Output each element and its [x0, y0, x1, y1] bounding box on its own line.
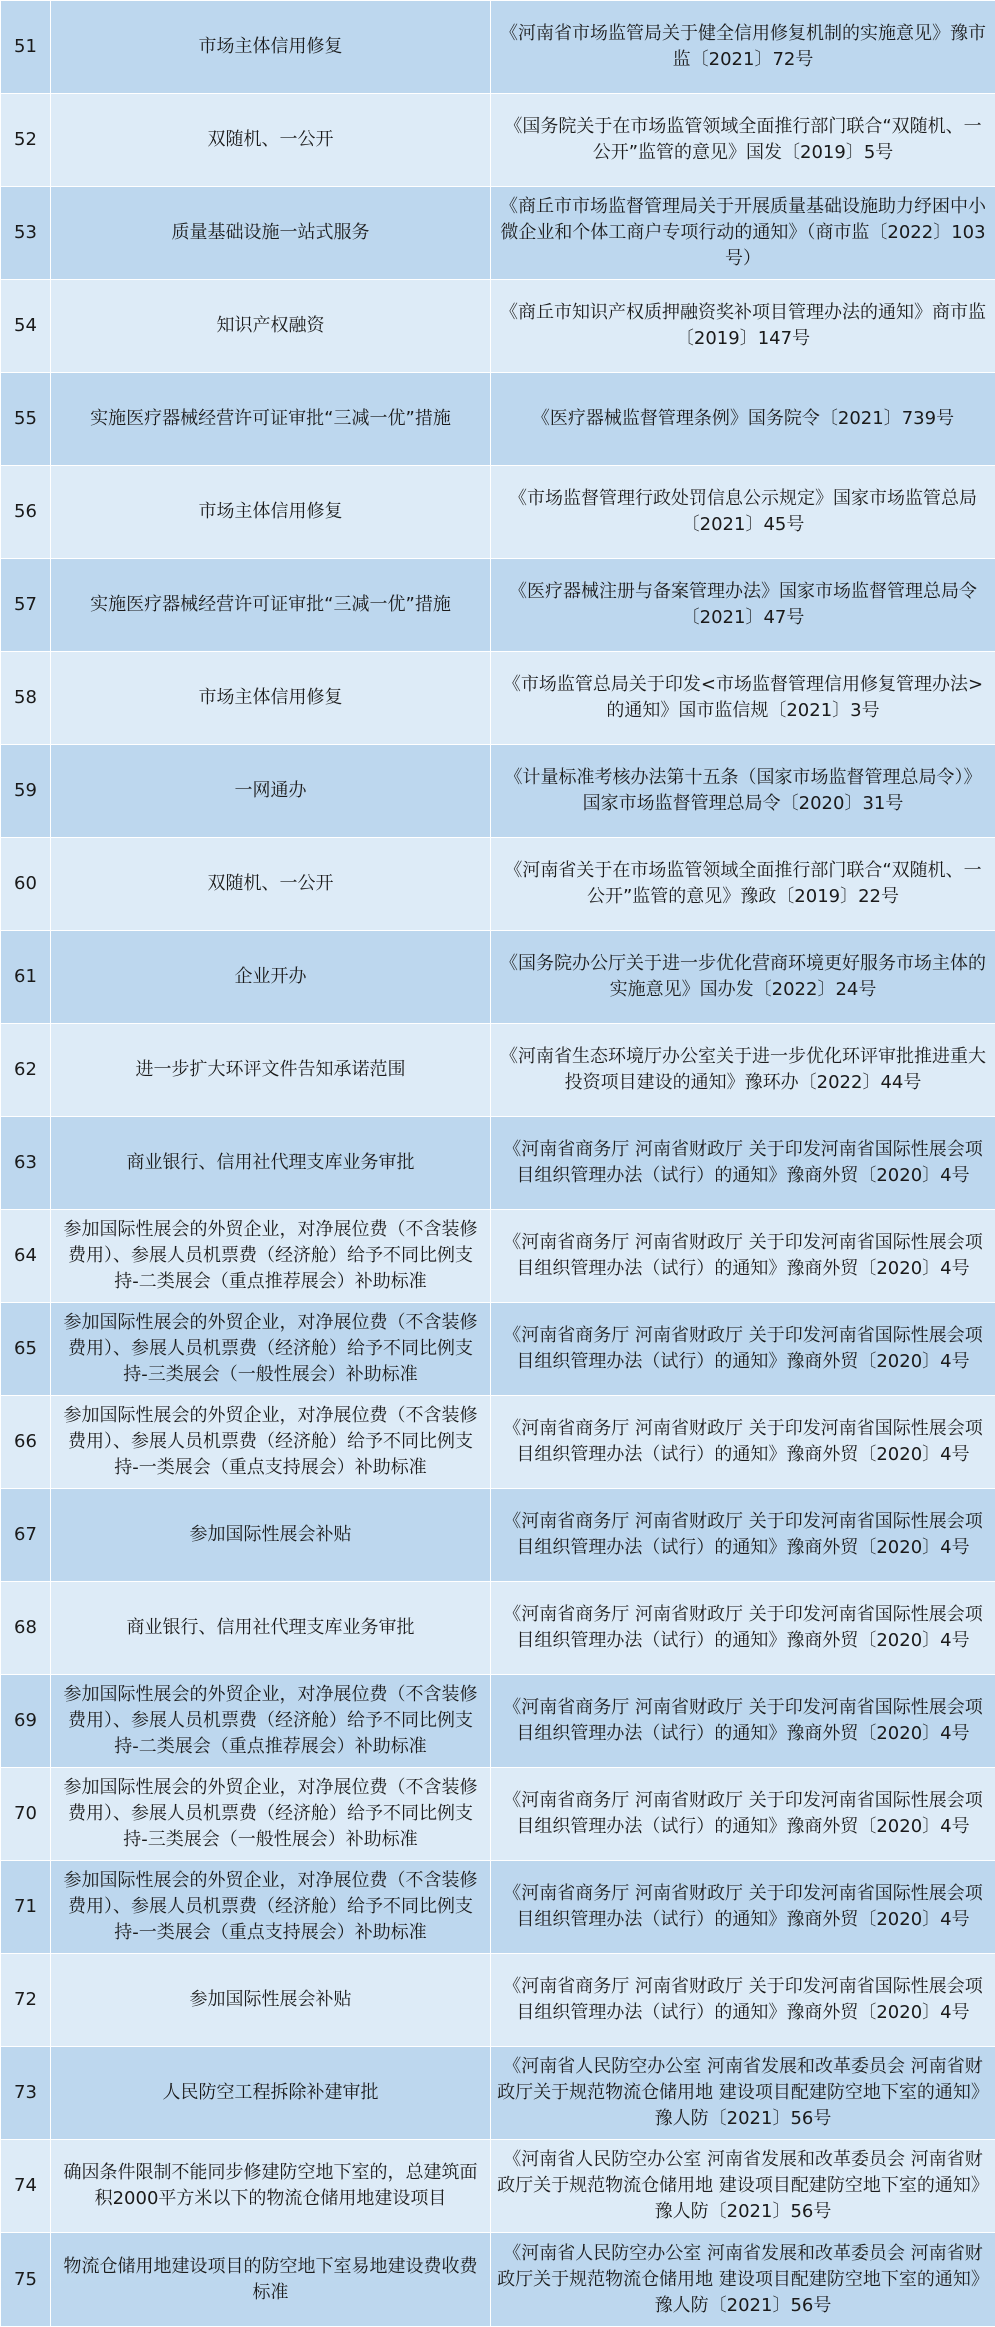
- row-number-cell: 55: [1, 373, 51, 466]
- policy-basis-cell: 《河南省市场监管局关于健全信用修复机制的实施意见》豫市监〔2021〕72号: [491, 1, 995, 94]
- table-row: [1, 2140, 995, 2233]
- table-row: [1, 1582, 995, 1675]
- table-row: [1, 1303, 995, 1396]
- policy-basis-cell: 《河南省人民防空办公室 河南省发展和改革委员会 河南省财政厅关于规范物流仓储用地 建设项目配建防空地下室的通知》豫人防〔2021〕56号: [491, 2140, 995, 2233]
- policy-basis-cell: 《河南省关于在市场监管领域全面推行部门联合“双随机、一公开”监管的意见》豫政〔2019〕22号: [491, 838, 995, 931]
- item-name-cell: 商业银行、信用社代理支库业务审批: [51, 1117, 491, 1210]
- item-name-cell: 参加国际性展会的外贸企业，对净展位费（不含装修费用）、参展人员机票费（经济舱）给予不同比例支持-一类展会（重点支持展会）补助标准: [51, 1396, 491, 1489]
- item-name-cell: 双随机、一公开: [51, 838, 491, 931]
- policy-table-body: [1, 1, 995, 2327]
- item-name-cell: 商业银行、信用社代理支库业务审批: [51, 1582, 491, 1675]
- item-name-cell: 参加国际性展会的外贸企业，对净展位费（不含装修费用）、参展人员机票费（经济舱）给予不同比例支持-二类展会（重点推荐展会）补助标准: [51, 1210, 491, 1303]
- table-row: [1, 1, 995, 94]
- item-name-cell: 参加国际性展会的外贸企业，对净展位费（不含装修费用）、参展人员机票费（经济舱）给予不同比例支持-三类展会（一般性展会）补助标准: [51, 1303, 491, 1396]
- table-row: [1, 1210, 995, 1303]
- item-name-cell: 知识产权融资: [51, 280, 491, 373]
- policy-basis-cell: 《计量标准考核办法第十五条（国家市场监督管理总局令）》国家市场监督管理总局令〔2020〕31号: [491, 745, 995, 838]
- policy-basis-cell: 《河南省商务厅 河南省财政厅 关于印发河南省国际性展会项目组织管理办法（试行）的通知》豫商外贸〔2020〕4号: [491, 1582, 995, 1675]
- policy-basis-cell: 《国务院关于在市场监管领域全面推行部门联合“双随机、一公开”监管的意见》国发〔2019〕5号: [491, 94, 995, 187]
- table-row: [1, 559, 995, 652]
- row-number-cell: 58: [1, 652, 51, 745]
- policy-basis-cell: 《河南省商务厅 河南省财政厅 关于印发河南省国际性展会项目组织管理办法（试行）的通知》豫商外贸〔2020〕4号: [491, 1861, 995, 1954]
- item-name-cell: 企业开办: [51, 931, 491, 1024]
- item-name-cell: 人民防空工程拆除补建审批: [51, 2047, 491, 2140]
- policy-basis-cell: 《河南省人民防空办公室 河南省发展和改革委员会 河南省财政厅关于规范物流仓储用地 建设项目配建防空地下室的通知》豫人防〔2021〕56号: [491, 2233, 995, 2327]
- table-row: [1, 280, 995, 373]
- table-row: [1, 1954, 995, 2047]
- row-number-cell: 51: [1, 1, 51, 94]
- policy-basis-cell: 《商丘市知识产权质押融资奖补项目管理办法的通知》商市监〔2019〕147号: [491, 280, 995, 373]
- row-number-cell: 54: [1, 280, 51, 373]
- table-row: [1, 652, 995, 745]
- policy-basis-cell: 《河南省商务厅 河南省财政厅 关于印发河南省国际性展会项目组织管理办法（试行）的通知》豫商外贸〔2020〕4号: [491, 1303, 995, 1396]
- policy-basis-cell: 《国务院办公厅关于进一步优化营商环境更好服务市场主体的实施意见》国办发〔2022〕24号: [491, 931, 995, 1024]
- item-name-cell: 参加国际性展会补贴: [51, 1954, 491, 2047]
- table-row: [1, 2233, 995, 2327]
- item-name-cell: 参加国际性展会的外贸企业，对净展位费（不含装修费用）、参展人员机票费（经济舱）给予不同比例支持-三类展会（一般性展会）补助标准: [51, 1768, 491, 1861]
- policy-basis-cell: 《河南省商务厅 河南省财政厅 关于印发河南省国际性展会项目组织管理办法（试行）的通知》豫商外贸〔2020〕4号: [491, 1675, 995, 1768]
- policy-basis-cell: 《医疗器械监督管理条例》国务院令〔2021〕739号: [491, 373, 995, 466]
- row-number-cell: 66: [1, 1396, 51, 1489]
- row-number-cell: 67: [1, 1489, 51, 1582]
- item-name-cell: 进一步扩大环评文件告知承诺范围: [51, 1024, 491, 1117]
- row-number-cell: 71: [1, 1861, 51, 1954]
- row-number-cell: 69: [1, 1675, 51, 1768]
- item-name-cell: 市场主体信用修复: [51, 466, 491, 559]
- policy-basis-cell: 《市场监督管理行政处罚信息公示规定》国家市场监管总局〔2021〕45号: [491, 466, 995, 559]
- table-row: [1, 1768, 995, 1861]
- table-row: [1, 745, 995, 838]
- item-name-cell: 双随机、一公开: [51, 94, 491, 187]
- table-row: [1, 838, 995, 931]
- policy-basis-cell: 《河南省商务厅 河南省财政厅 关于印发河南省国际性展会项目组织管理办法（试行）的通知》豫商外贸〔2020〕4号: [491, 1396, 995, 1489]
- row-number-cell: 72: [1, 1954, 51, 2047]
- item-name-cell: 实施医疗器械经营许可证审批“三减一优”措施: [51, 373, 491, 466]
- table-row: [1, 466, 995, 559]
- row-number-cell: 65: [1, 1303, 51, 1396]
- row-number-cell: 60: [1, 838, 51, 931]
- item-name-cell: 一网通办: [51, 745, 491, 838]
- table-row: [1, 373, 995, 466]
- policy-basis-cell: 《河南省商务厅 河南省财政厅 关于印发河南省国际性展会项目组织管理办法（试行）的通知》豫商外贸〔2020〕4号: [491, 1768, 995, 1861]
- table-row: [1, 1861, 995, 1954]
- row-number-cell: 57: [1, 559, 51, 652]
- table-row: [1, 1024, 995, 1117]
- row-number-cell: 53: [1, 187, 51, 280]
- item-name-cell: 实施医疗器械经营许可证审批“三减一优”措施: [51, 559, 491, 652]
- row-number-cell: 75: [1, 2233, 51, 2327]
- row-number-cell: 74: [1, 2140, 51, 2233]
- table-row: [1, 1675, 995, 1768]
- table-row: [1, 1117, 995, 1210]
- row-number-cell: 68: [1, 1582, 51, 1675]
- item-name-cell: 市场主体信用修复: [51, 652, 491, 745]
- row-number-cell: 70: [1, 1768, 51, 1861]
- policy-basis-cell: 《河南省人民防空办公室 河南省发展和改革委员会 河南省财政厅关于规范物流仓储用地 建设项目配建防空地下室的通知》豫人防〔2021〕56号: [491, 2047, 995, 2140]
- policy-basis-cell: 《河南省生态环境厅办公室关于进一步优化环评审批推进重大投资项目建设的通知》豫环办〔2022〕44号: [491, 1024, 995, 1117]
- item-name-cell: 物流仓储用地建设项目的防空地下室易地建设费收费标准: [51, 2233, 491, 2327]
- policy-basis-cell: 《河南省商务厅 河南省财政厅 关于印发河南省国际性展会项目组织管理办法（试行）的通知》豫商外贸〔2020〕4号: [491, 1954, 995, 2047]
- item-name-cell: 市场主体信用修复: [51, 1, 491, 94]
- policy-basis-cell: 《市场监管总局关于印发<市场监督管理信用修复管理办法>的通知》国市监信规〔2021〕3号: [491, 652, 995, 745]
- item-name-cell: 确因条件限制不能同步修建防空地下室的，总建筑面积2000平方米以下的物流仓储用地建设项目: [51, 2140, 491, 2233]
- table-row: [1, 1396, 995, 1489]
- item-name-cell: 参加国际性展会补贴: [51, 1489, 491, 1582]
- row-number-cell: 63: [1, 1117, 51, 1210]
- row-number-cell: 73: [1, 2047, 51, 2140]
- row-number-cell: 56: [1, 466, 51, 559]
- policy-basis-cell: 《河南省商务厅 河南省财政厅 关于印发河南省国际性展会项目组织管理办法（试行）的通知》豫商外贸〔2020〕4号: [491, 1489, 995, 1582]
- table-row: [1, 1489, 995, 1582]
- row-number-cell: 59: [1, 745, 51, 838]
- policy-basis-cell: 《商丘市市场监督管理局关于开展质量基础设施助力纾困中小微企业和个体工商户专项行动的通知》（商市监〔2022〕103号）: [491, 187, 995, 280]
- table-row: [1, 187, 995, 280]
- row-number-cell: 64: [1, 1210, 51, 1303]
- item-name-cell: 参加国际性展会的外贸企业，对净展位费（不含装修费用）、参展人员机票费（经济舱）给予不同比例支持-二类展会（重点推荐展会）补助标准: [51, 1675, 491, 1768]
- row-number-cell: 61: [1, 931, 51, 1024]
- row-number-cell: 62: [1, 1024, 51, 1117]
- item-name-cell: 参加国际性展会的外贸企业，对净展位费（不含装修费用）、参展人员机票费（经济舱）给予不同比例支持-一类展会（重点支持展会）补助标准: [51, 1861, 491, 1954]
- policy-basis-cell: 《医疗器械注册与备案管理办法》国家市场监督管理总局令〔2021〕47号: [491, 559, 995, 652]
- table-row: [1, 2047, 995, 2140]
- item-name-cell: 质量基础设施一站式服务: [51, 187, 491, 280]
- table-row: [1, 931, 995, 1024]
- policy-basis-cell: 《河南省商务厅 河南省财政厅 关于印发河南省国际性展会项目组织管理办法（试行）的通知》豫商外贸〔2020〕4号: [491, 1117, 995, 1210]
- policy-basis-cell: 《河南省商务厅 河南省财政厅 关于印发河南省国际性展会项目组织管理办法（试行）的通知》豫商外贸〔2020〕4号: [491, 1210, 995, 1303]
- table-row: [1, 94, 995, 187]
- row-number-cell: 52: [1, 94, 51, 187]
